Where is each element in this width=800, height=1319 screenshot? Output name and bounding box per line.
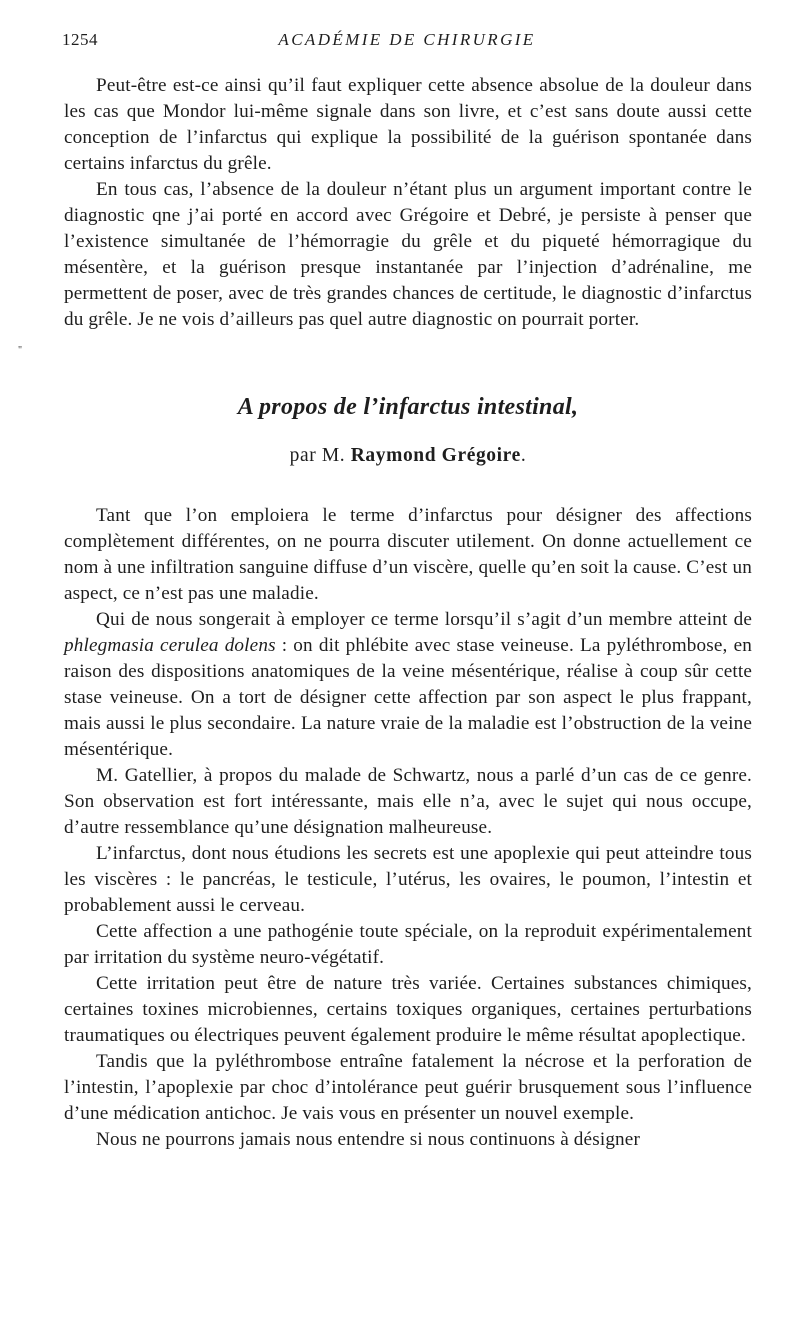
paragraph-text: Qui de nous songerait à employer ce terme lorsqu’il s’agit d’un membre atteint de xyxy=(96,609,752,630)
article-title: A propos de l’infarctus intestinal, xyxy=(237,394,579,420)
author-name: Raymond Grégoire xyxy=(350,445,521,466)
paragraph-text: : on dit phlébite avec stase veineuse. La pyléthrombose, en raison des dispositions anatomiques de la veine mésentérique, réalise à coup sûr cette stase veineuse. On a tort de désigner cette affection par son aspect le plus frappant, mais aussi le plus secondaire. La nature vraie de la maladie est l’obstruction de la veine mésentérique. xyxy=(64,635,752,760)
latin-term: phlegmasia cerulea dolens xyxy=(64,635,276,656)
byline-prefix: par M. xyxy=(289,445,351,466)
paragraph xyxy=(64,607,752,763)
article-body xyxy=(64,503,752,1153)
page-header xyxy=(62,30,752,56)
paragraph: Cette irritation peut être de nature très variée. Certaines substances chimiques, certaines toxines microbiennes, certains toxiques organiques, certaines perturbations traumatiques ou électriques peuvent également produire le même résultat apoplectique. xyxy=(64,973,752,1046)
paragraph: En tous cas, l’absence de la douleur n’étant plus un argument important contre le diagnostic qne j’ai porté en accord avec Grégoire et Debré, je persiste à penser que l’existence simultanée de l’hémorragie du grêle et du piqueté hémorragique du mésentère, et la guérison presque instantanée par l’injection d’adrénaline, me permettent de poser, avec de très grandes chances de certitude, le diagnostic d’infarctus du grêle. Je ne vois d’ailleurs pas quel autre diagnostic on pourrait porter. xyxy=(64,179,752,330)
margin-mark: " xyxy=(18,345,23,356)
byline-suffix: . xyxy=(520,445,527,466)
paragraph: Tandis que la pyléthrombose entraîne fatalement la nécrose et la perforation de l’intestin, l’apoplexie par choc d’intolérance peut guérir brusquement sous l’influence d’une médication antichoc. Je vais vous en présenter un nouvel exemple. xyxy=(64,1051,752,1124)
page-number: 1254 xyxy=(62,30,98,49)
running-title: ACADÉMIE DE CHIRURGIE xyxy=(278,30,536,49)
paragraph: L’infarctus, dont nous étudions les secrets est une apoplexie qui peut atteindre tous les viscères : le pancréas, le testicule, l’utérus, les ovaires, le poumon, l’intestin et probablement aussi le cerveau. xyxy=(64,843,752,916)
paragraph: Peut-être est-ce ainsi qu’il faut expliquer cette absence absolue de la douleur dans les cas que Mondor lui-même signale dans son livre, et c’est sans doute aussi cette conception de l’infarctus qui explique la possibilité de la guérison spontanée dans certains infarctus du grêle. xyxy=(64,75,752,174)
article-byline xyxy=(64,445,752,467)
paragraph: Nous ne pourrons jamais nous entendre si nous continuons à désigner xyxy=(96,1129,641,1150)
previous-article-text xyxy=(64,73,752,333)
paragraph: Tant que l’on emploiera le terme d’infarctus pour désigner des affections complètement différentes, on ne pourra discuter utilement. On donne actuellement ce nom à une infiltration sanguine diffuse d’un viscère, quelle qu’en soit la cause. C’est un aspect, ce n’est pas une maladie. xyxy=(64,505,752,604)
paragraph: Cette affection a une pathogénie toute spéciale, on la reproduit expérimentalement par irritation du système neuro-végétatif. xyxy=(64,921,752,968)
paragraph: M. Gatellier, à propos du malade de Schwartz, nous a parlé d’un cas de ce genre. Son observation est fort intéressante, mais elle n’a, avec le sujet qui nous occupe, d’autre ressemblance qu’une désignation malheureuse. xyxy=(64,765,752,838)
